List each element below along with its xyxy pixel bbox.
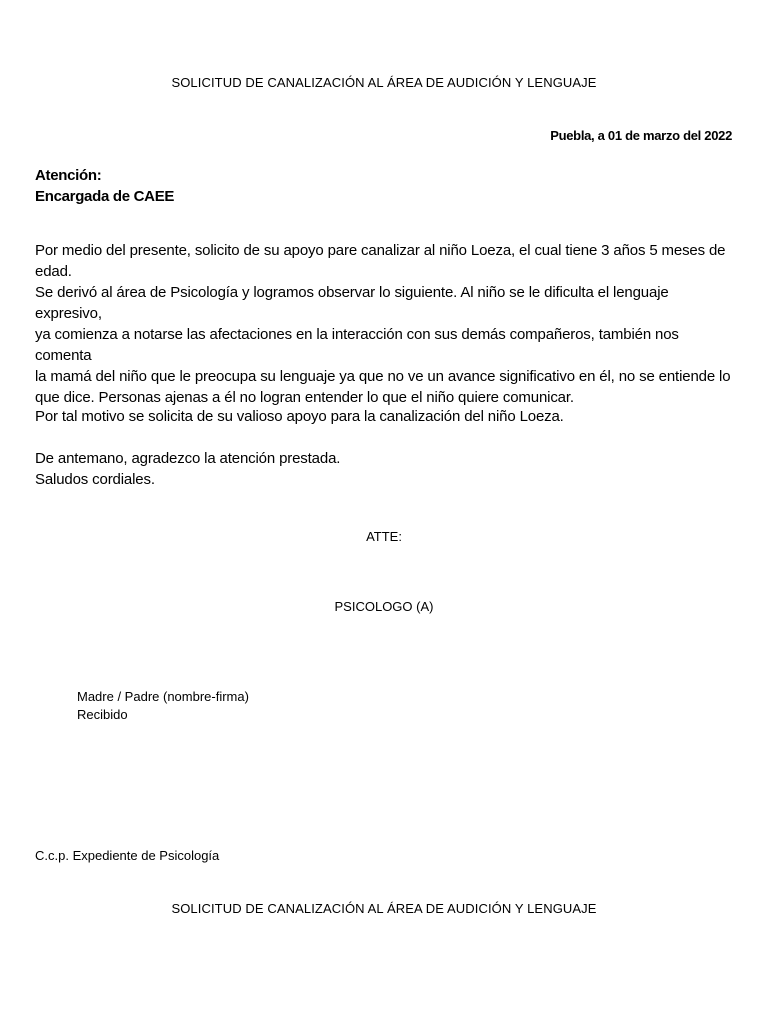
- document-title-repeat: SOLICITUD DE CANALIZACIÓN AL ÁREA DE AUDICIÓN Y LENGUAJE: [171, 901, 597, 916]
- closing-thanks: De antemano, agradezco la atención prestada.: [35, 450, 341, 467]
- attention-label: Atención:: [35, 167, 102, 184]
- signature-block: [77, 688, 249, 724]
- attention-recipient: Encargada de CAEE: [35, 188, 175, 205]
- closing-paragraph: [35, 448, 735, 490]
- paragraph-line: Por medio del presente, solicito de su apoyo pare canalizar al niño Loeza, el cual tiene 3 años 5 meses de: [35, 242, 726, 259]
- paragraph-line: ya comienza a notarse las afectaciones en la interacción con sus demás compañeros, también nos comenta: [35, 326, 679, 364]
- ccp-line: C.c.p. Expediente de Psicología: [35, 848, 220, 863]
- request-paragraph: [35, 240, 735, 408]
- motive-paragraph: [35, 406, 735, 427]
- document-title: SOLICITUD DE CANALIZACIÓN AL ÁREA DE AUDICIÓN Y LENGUAJE: [171, 75, 597, 90]
- paragraph-line: que dice. Personas ajenas a él no logran entender lo que el niño quiere comunicar.: [35, 389, 574, 406]
- signature-parent: Madre / Padre (nombre-firma): [77, 689, 249, 704]
- paragraph-line: Se derivó al área de Psicología y logramos observar lo siguiente. Al niño se le dificulta el lenguaje expresivo,: [35, 284, 669, 322]
- motive-text: Por tal motivo se solicita de su valioso apoyo para la canalización del niño Loeza.: [35, 408, 564, 425]
- atte-label: ATTE:: [366, 529, 402, 544]
- psychologist-label: PSICOLOGO (A): [334, 599, 434, 614]
- paragraph-line: edad.: [35, 263, 72, 280]
- attention-block: [35, 165, 174, 207]
- paragraph-line: la mamá del niño que le preocupa su lenguaje ya que no ve un avance significativo en él, no se entiende lo: [35, 368, 731, 385]
- closing-greeting: Saludos cordiales.: [35, 471, 155, 488]
- place-date: Puebla, a 01 de marzo del 2022: [550, 128, 732, 143]
- signature-received: Recibido: [77, 707, 128, 722]
